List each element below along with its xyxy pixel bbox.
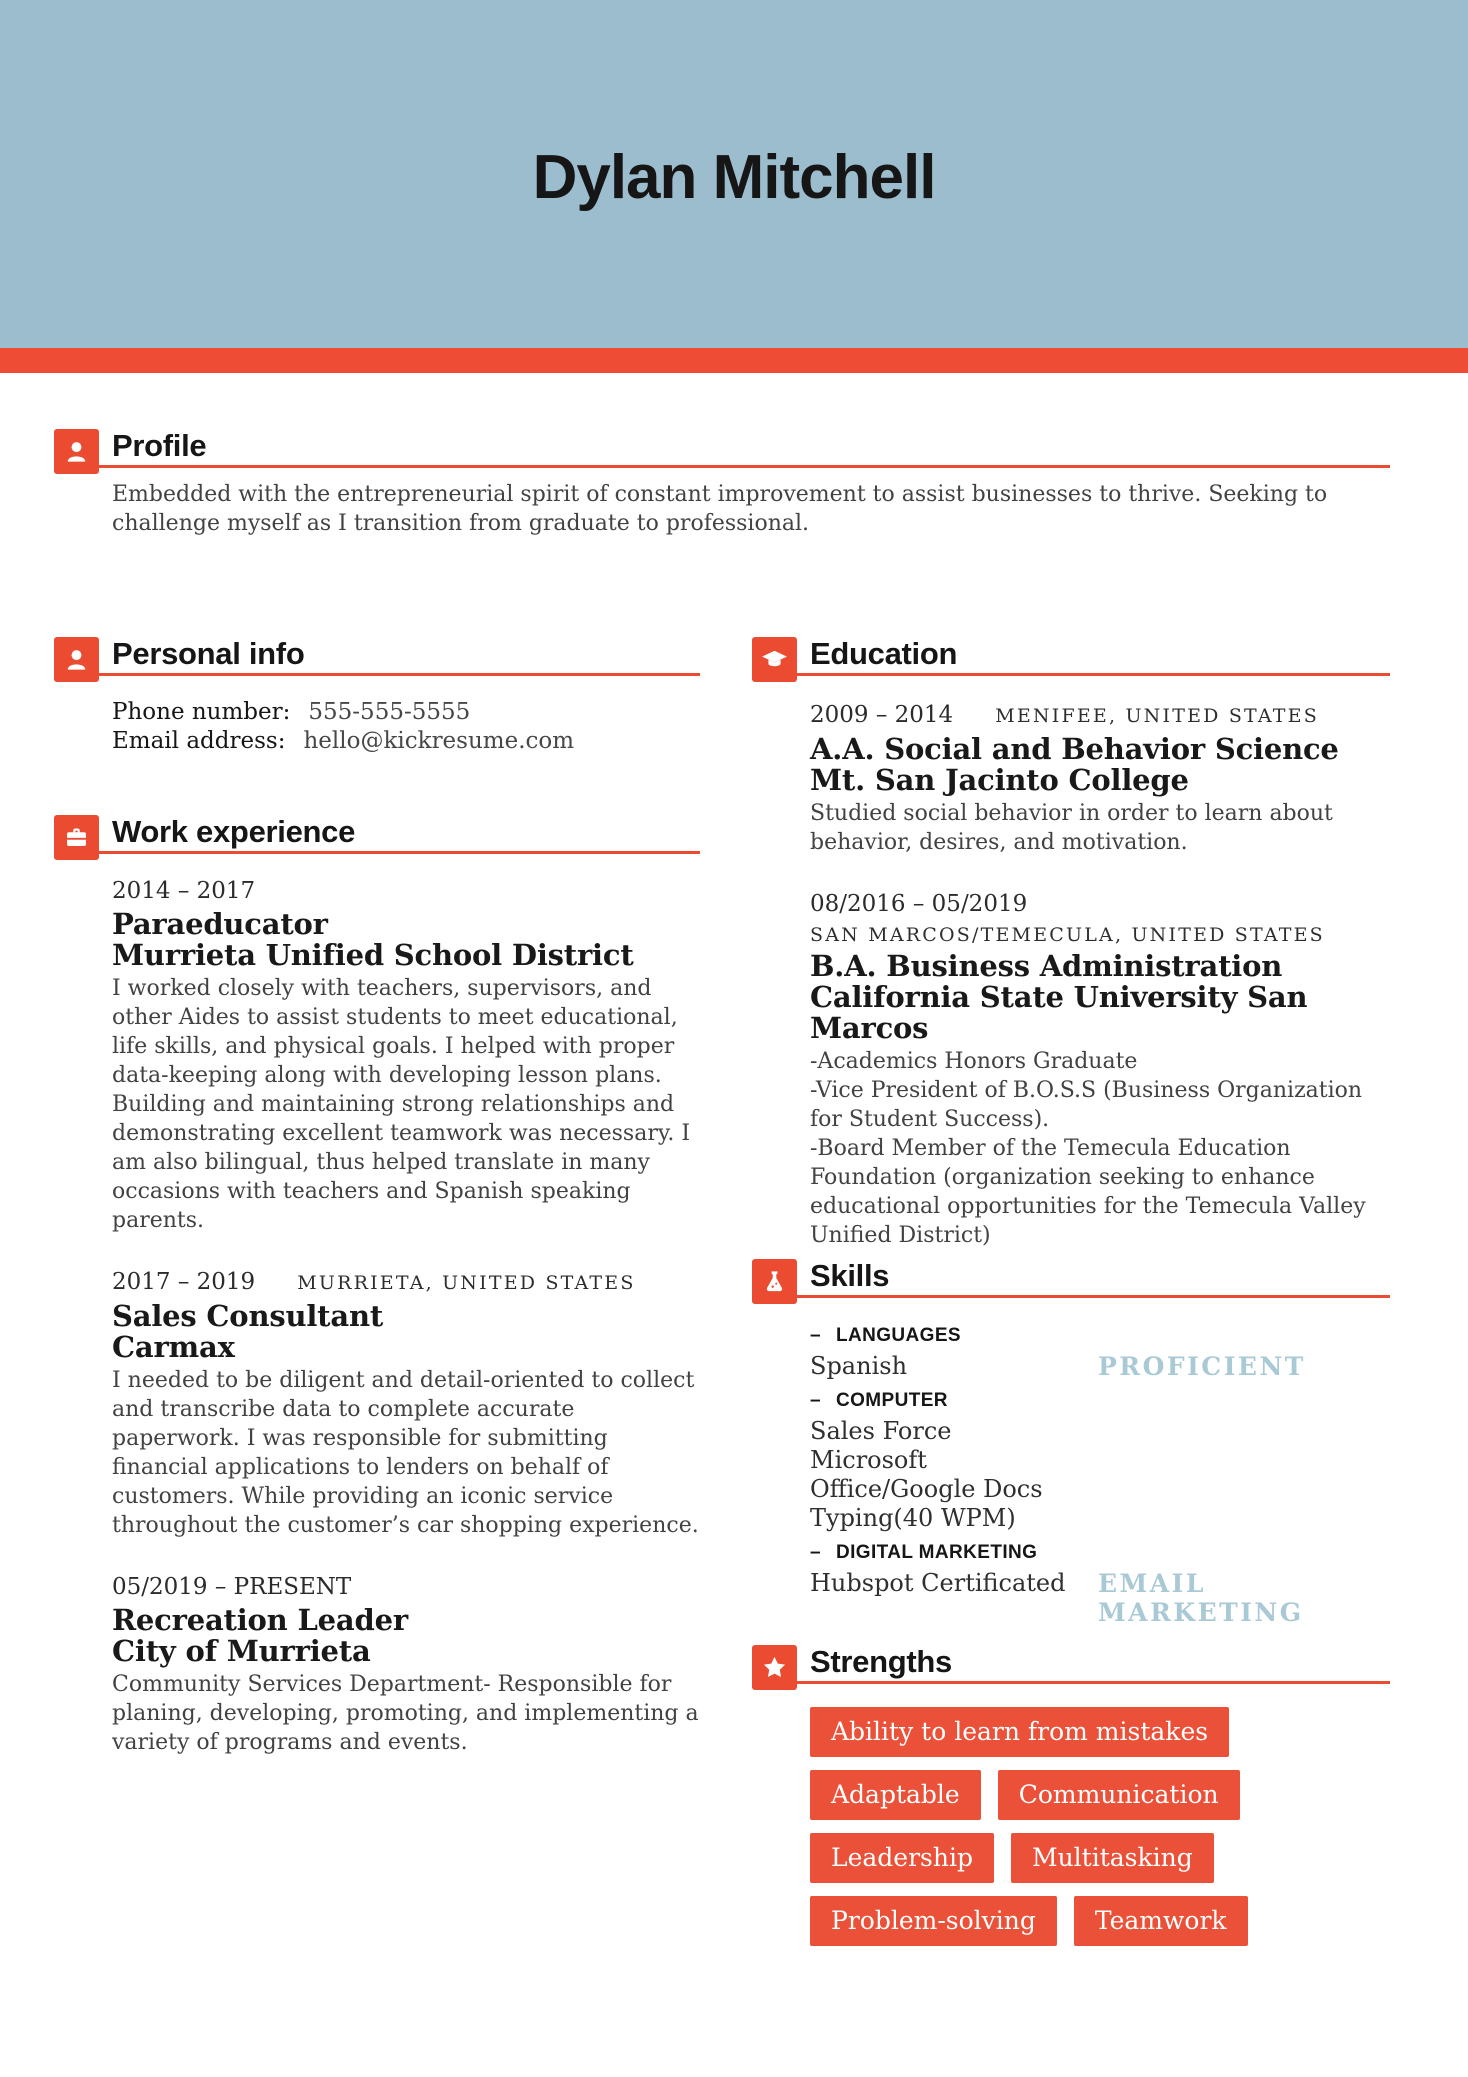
education-item [810,701,1390,857]
info-value: hello@kickresume.com [303,728,575,754]
person-icon [54,637,99,682]
strength-tag: Ability to learn from mistakes [810,1707,1229,1757]
skill-name: Spanish [810,1352,908,1380]
info-value: 555-555-5555 [308,699,471,725]
skill-row [810,1417,1390,1446]
item-description [810,799,1390,857]
organization-name: Mt. San Jacinto College [810,763,1189,797]
section-underline [797,1681,1390,1684]
skill-name: Office/Google Docs [810,1475,1043,1503]
person-icon [54,429,99,474]
dash-icon: – [810,1390,821,1411]
description-paragraph: Community Services Department- Responsible for planing, developing, promoting, and implementing a variety of programs and events. [112,1672,699,1755]
strength-tag: Teamwork [1074,1896,1248,1946]
job-title: Sales Consultant [112,1299,384,1333]
skill-group-label [810,1539,1390,1566]
section-heading: Work experience [112,814,356,849]
header-banner [0,0,1468,348]
skill-row [810,1569,1390,1627]
skill-name: Sales Force [810,1417,952,1445]
job-title: A.A. Social and Behavior Science [810,732,1339,766]
date-row [810,701,1390,730]
info-row [112,698,700,727]
strength-tag: Communication [998,1770,1240,1820]
experience-item [112,877,700,1235]
strength-tag: Leadership [810,1833,994,1883]
briefcase-icon [54,815,99,860]
info-label: Email address: [112,728,286,754]
location-label: SAN MARCOS/TEMECULA, UNITED STATES [810,924,1325,946]
item-description [112,974,700,1235]
date-range: 2009 – 2014 [810,702,954,728]
section-personal-info [54,637,700,756]
experience-item [112,1573,700,1757]
section-education [752,637,1390,1250]
date-range: 2017 – 2019 [112,1269,256,1295]
skill-group-label [810,1387,1390,1414]
info-label: Phone number: [112,699,291,725]
skill-level: PROFICIENT [1098,1352,1306,1381]
section-underline [99,673,700,676]
section-underline [99,465,1390,468]
description-paragraph: I worked closely with teachers, supervisors, and other Aides to assist students to meet educational, life skills, and physical goals. I helped with proper data-keeping along with developing lesson plans. Building and maintaining strong relationships and demonstrating excellent teamwork was necessary. I am also bilingual, thus helped translate in many occasions with teachers and Spanish speaking parents. [112,976,691,1233]
skill-group-name: LANGUAGES [835,1325,961,1346]
section-heading: Education [810,636,958,671]
star-icon [752,1645,797,1690]
graduation-cap-icon [752,637,797,682]
description-paragraph: Studied social behavior in order to learn about behavior, desires, and motivation. [810,801,1333,855]
skill-name: Typing(40 WPM) [810,1504,1016,1532]
date-row [112,1573,700,1601]
skill-row [810,1446,1390,1475]
dash-icon: – [810,1325,821,1346]
dash-icon: – [810,1542,821,1563]
skill-row [810,1352,1390,1381]
organization-name: Carmax [112,1330,235,1364]
skill-group-name: DIGITAL MARKETING [835,1542,1038,1563]
date-row [810,890,1390,918]
location-label: MURRIETA, UNITED STATES [297,1272,636,1294]
skill-row [810,1504,1390,1533]
date-range: 05/2019 – PRESENT [112,1574,352,1600]
description-paragraph: -Board Member of the Temecula Education Foundation (organization seeking to enhance educational opportunities for the Temecula Valley Unified District) [810,1136,1366,1248]
strength-tag: Problem-solving [810,1896,1057,1946]
flask-icon [752,1259,797,1304]
skill-row [810,1475,1390,1504]
profile-text: Embedded with the entrepreneurial spirit of constant improvement to assist businesses to thrive. Seeking to challenge myself as I transition from graduate to professional. [112,482,1328,536]
job-title: B.A. Business Administration [810,949,1283,983]
strength-tag: Multitasking [1011,1833,1214,1883]
education-item [810,890,1390,1250]
location-label: MENIFEE, UNITED STATES [995,705,1319,727]
skill-group-label [810,1322,1390,1349]
job-title: Recreation Leader [112,1603,408,1637]
section-underline [797,673,1390,676]
skill-name: Microsoft [810,1446,927,1474]
item-description [112,1366,700,1540]
experience-item [112,1268,700,1540]
section-skills [752,1259,1390,1627]
description-paragraph: I needed to be diligent and detail-oriented to collect and transcribe data to complete accurate paperwork. I was responsible for submitting financial applications to lenders on behalf of customers. While providing an iconic service throughout the customer’s car shopping experience. [112,1368,699,1538]
accent-bar [0,348,1468,373]
strength-tags [810,1707,1406,1959]
skill-group-name: COMPUTER [835,1390,948,1411]
date-row [112,877,700,905]
date-row [112,1268,700,1297]
organization-name: Murrieta Unified School District [112,938,634,972]
section-underline [99,851,700,854]
section-heading: Profile [112,428,207,463]
section-heading: Strengths [810,1644,952,1679]
description-paragraph: -Vice President of B.O.S.S (Business Organization for Student Success). [810,1078,1363,1132]
item-description [112,1670,700,1757]
section-work-experience [54,815,700,1757]
job-title: Paraeducator [112,907,328,941]
skill-level: EMAIL MARKETING [1098,1569,1304,1627]
date-range: 2014 – 2017 [112,878,256,904]
section-heading: Personal info [112,636,305,671]
info-row [112,727,700,756]
organization-name: California State University San Marcos [810,980,1308,1045]
section-profile [54,429,1390,538]
strength-tag: Adaptable [810,1770,981,1820]
person-name: Dylan Mitchell [532,143,936,212]
organization-name: City of Murrieta [112,1634,371,1668]
item-description [810,1047,1390,1250]
skill-name: Hubspot Certificated [810,1569,1066,1597]
section-heading: Skills [810,1258,890,1293]
description-paragraph: -Academics Honors Graduate [810,1049,1138,1074]
section-strengths [752,1645,1390,1959]
date-range: 08/2016 – 05/2019 [810,891,1028,917]
section-underline [797,1295,1390,1298]
